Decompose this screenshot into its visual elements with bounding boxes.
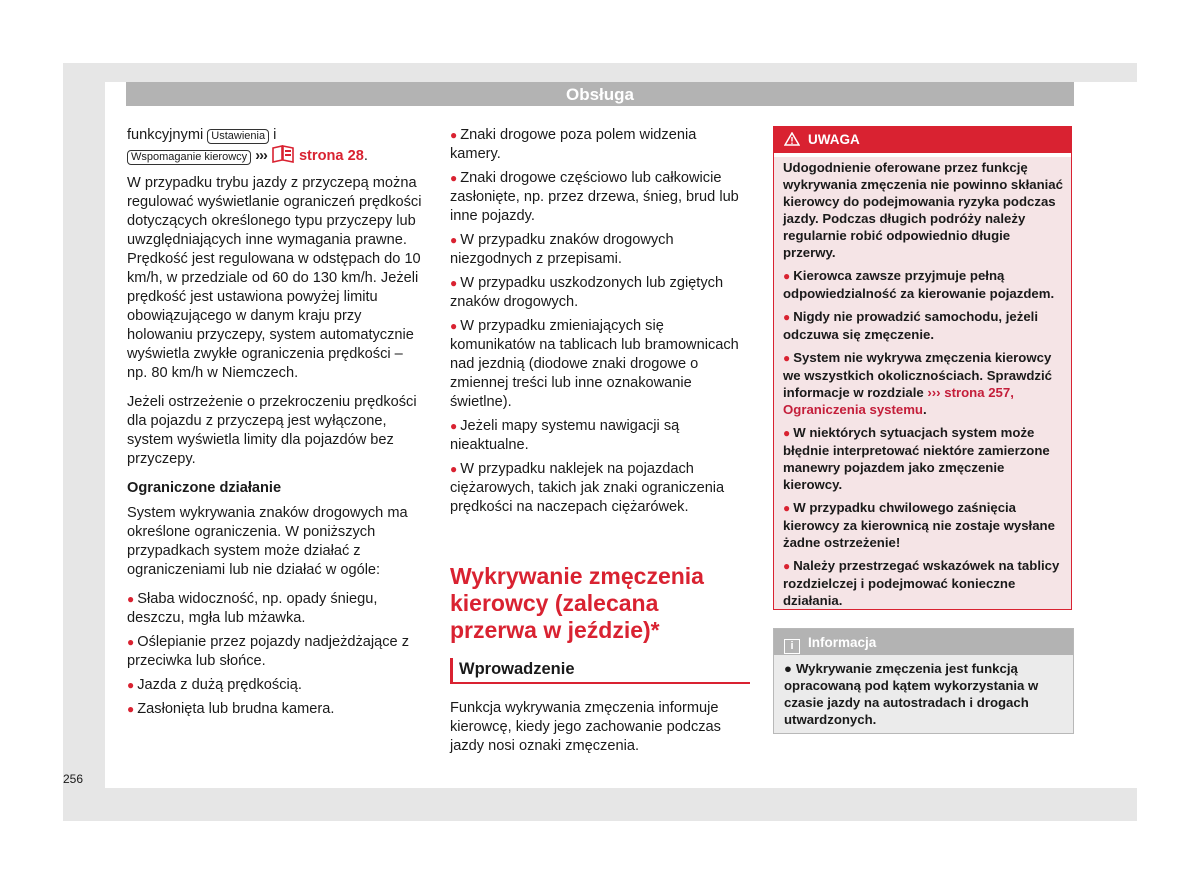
list-item: ● Kierowca zawsze przyjmuje pełną odpowiedzialność za kierowanie pojazdem. bbox=[783, 268, 1055, 301]
list-item: ● Jazda z dużą prędkością. bbox=[127, 677, 302, 693]
bullet-icon: ● bbox=[783, 310, 791, 324]
list-item: ● Znaki drogowe częściowo lub całkowicie zasłonięte, np. przez drzewa, śnieg, brud lub inne pojazdy. bbox=[450, 170, 739, 224]
warning-title: UWAGA bbox=[808, 132, 860, 147]
warning-triangle-icon bbox=[784, 129, 800, 155]
list-item: ● W przypadku uszkodzonych lub zgiętych znaków drogowych. bbox=[450, 275, 724, 310]
list-item: ● System nie wykrywa zmęczenia kierowcy we wszystkich okolicznościach. Sprawdzić informacje w rozdziale ››› strona 257, Ograniczenia systemu. bbox=[783, 350, 1052, 417]
subsection-heading: Wprowadzenie bbox=[450, 658, 750, 684]
bullet-icon: ● bbox=[450, 233, 458, 247]
bullet-icon: ● bbox=[127, 702, 135, 716]
bullet-icon: ● bbox=[784, 661, 792, 676]
trailer-mode-paragraph: W przypadku trybu jazdy z przyczepą można regulować wyświetlanie ograniczeń prędkości dotyczących określonego typu przyczepy lub uwzględniających inne wymagania prawne. Prędkość jest regulowana w odstępach do 10 km/h, w przedziale od 60 do 130 km/h. Jeżeli prędkość jest ustawiona powyżej limitu obowiązującego w danym kraju przy holowaniu przyczepy, system automatycznie wyświetla zwykłe ograniczenia prędkości – np. 80 km/h w Niemczech. bbox=[127, 175, 422, 381]
list-item: ● W przypadku naklejek na pojazdach ciężarowych, takich jak znaki ograniczenia prędkości na naczepach ciężarówek. bbox=[450, 461, 725, 515]
list-item: ● W przypadku znaków drogowych niezgodnych z przepisami. bbox=[450, 232, 674, 267]
limitations-paragraph: System wykrywania znaków drogowych ma określone ograniczenia. W poniższych przypadkach system może działać z ograniczeniami lub nie działać w ogóle: bbox=[127, 505, 408, 578]
list-item: ● Wykrywanie zmęczenia jest funkcją opracowaną pod kątem wykorzystania w czasie jazdy na autostradach i drogach utwardzonych. bbox=[784, 661, 1039, 727]
list-item: ● Słaba widoczność, np. opady śniegu, deszczu, mgła lub mżawka. bbox=[127, 591, 378, 626]
info-box bbox=[773, 628, 1074, 734]
list-item: ● Należy przestrzegać wskazówek na tablicy rozdzielczej i podejmować konieczne działania. bbox=[783, 558, 1060, 608]
limited-operation-heading: Ograniczone działanie bbox=[127, 480, 282, 496]
trailer-warning-paragraph: Jeżeli ostrzeżenie o przekroczeniu prędkości dla pojazdu z przyczepą jest wyłączone, system wyświetla limity dla pojazdów bez przyczepy. bbox=[127, 394, 417, 467]
info-body bbox=[774, 659, 1073, 728]
list-item: ● Zasłonięta lub brudna kamera. bbox=[127, 701, 335, 717]
bullet-icon: ● bbox=[783, 426, 791, 440]
list-item: ● W przypadku chwilowego zaśnięcia kierowcy za kierownicą nie zostaje wysłane żadne ostrzeżenie! bbox=[783, 500, 1055, 550]
bullet-icon: ● bbox=[783, 559, 791, 573]
list-item: ● Jeżeli mapy systemu nawigacji są nieaktualne. bbox=[450, 418, 680, 453]
bullet-icon: ● bbox=[127, 635, 135, 649]
book-icon bbox=[271, 145, 295, 163]
list-item: ● Nigdy nie prowadzić samochodu, jeżeli odczuwa się zmęczenie. bbox=[783, 309, 1038, 342]
warning-page-link[interactable]: ››› strona 257, Ograniczenia systemu bbox=[783, 385, 1014, 417]
bullet-icon: ● bbox=[450, 128, 458, 142]
warning-box bbox=[773, 126, 1072, 610]
list-item: ● Oślepianie przez pojazdy nadjeżdżające z przeciwka lub słońce. bbox=[127, 634, 410, 669]
info-icon: i bbox=[784, 639, 800, 654]
bullet-icon: ● bbox=[450, 276, 458, 290]
page-number: 256 bbox=[63, 772, 84, 786]
chapter-header: Obsługa bbox=[126, 82, 1074, 106]
reference-arrows: ››› bbox=[255, 148, 267, 164]
intro-paragraph: Funkcja wykrywania zmęczenia informuje kierowcę, kiedy jego zachowanie podczas jazdy nosi oznaki zmęczenia. bbox=[450, 700, 721, 754]
settings-key: Ustawienia bbox=[207, 129, 269, 144]
bullet-icon: ● bbox=[127, 592, 135, 606]
info-header bbox=[774, 629, 1073, 659]
column-middle bbox=[450, 126, 750, 766]
bullet-icon: ● bbox=[127, 678, 135, 692]
column-left bbox=[127, 126, 427, 724]
bullet-icon: ● bbox=[450, 419, 458, 433]
bullet-icon: ● bbox=[783, 269, 791, 283]
driver-assistance-key: Wspomaganie kierowcy bbox=[127, 150, 251, 165]
section-title: Wykrywanie zmęczenia kierowcy (zalecana przerwa w jeździe)* bbox=[450, 563, 704, 643]
list-item: ● W niektórych sytuacjach system może błędnie interpretować niektóre zamierzone manewry pojazdem jako zmęczenie kierowcy. bbox=[783, 425, 1050, 492]
info-title: Informacja bbox=[808, 635, 877, 650]
warning-body bbox=[774, 157, 1071, 609]
warning-intro: Udogodnienie oferowane przez funkcję wykrywania zmęczenia nie powinno skłaniać kierowcy do podejmowania ryzyka podczas jazdy. Podczas długich podróży należy regularnie robić odpowiednio długie przerwy. bbox=[783, 160, 1063, 260]
cross-reference-paragraph: funkcyjnymi Ustawienia i Wspomaganie kierowcy ››› strona 28. bbox=[127, 127, 368, 164]
bullet-icon: ● bbox=[783, 351, 791, 365]
list-item: ● W przypadku zmieniających się komunikatów na tablicach lub bramownicach nad jezdnią (diodowe znaki drogowe o zmiennej treści lub inne oznakowanie świetlne). bbox=[450, 318, 739, 410]
bullet-icon: ● bbox=[450, 171, 458, 185]
bullet-icon: ● bbox=[783, 501, 791, 515]
list-item: ● Znaki drogowe poza polem widzenia kamery. bbox=[450, 127, 697, 162]
bullet-icon: ● bbox=[450, 319, 458, 333]
page-reference[interactable]: strona 28 bbox=[298, 148, 364, 164]
bullet-icon: ● bbox=[450, 462, 458, 476]
warning-header bbox=[774, 127, 1071, 157]
